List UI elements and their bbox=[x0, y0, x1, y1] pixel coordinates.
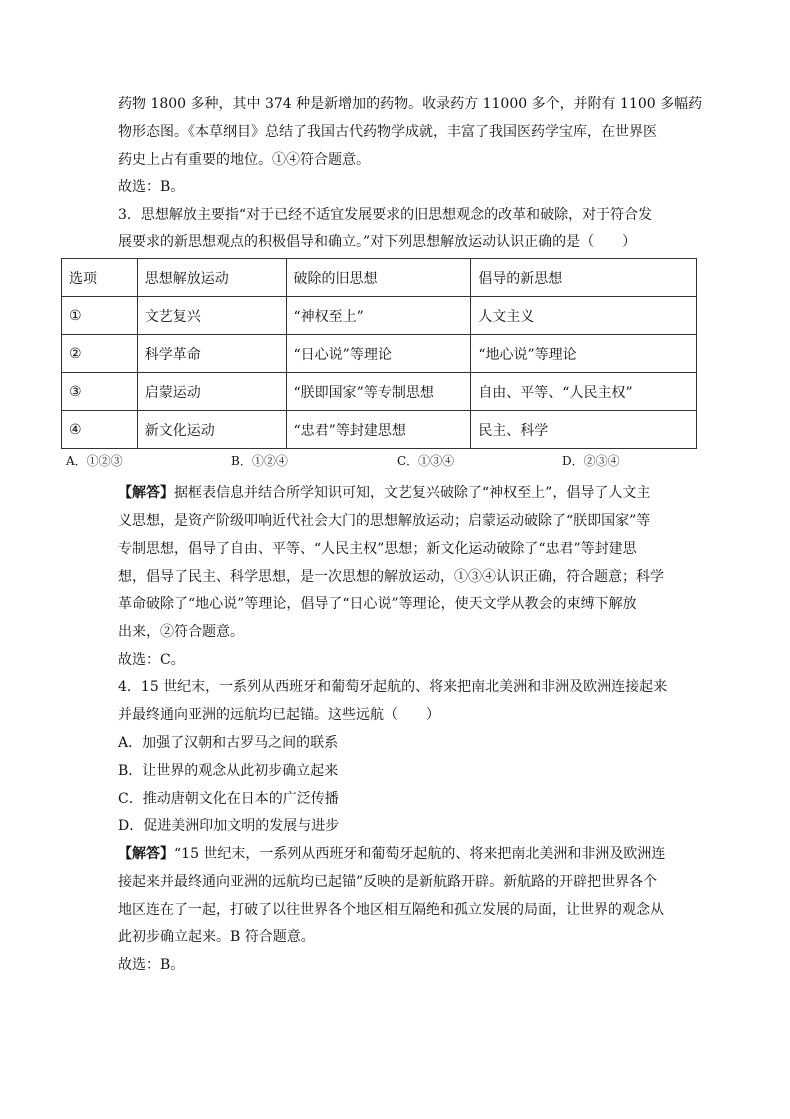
q2-explanation-line-1: 药物 1800 多种，其中 374 种是新增加的药物。收录药方 11000 多个，并附有 1100 多幅药 bbox=[118, 96, 703, 112]
q3-option-d: D．②③④ bbox=[562, 454, 620, 468]
table-cell: “神权至上” bbox=[286, 297, 471, 335]
answer-text: 据框表信息并结合所学知识可知，文艺复兴破除了“神权至上”，倡导了人文主 bbox=[174, 485, 651, 501]
table-header: 选项 bbox=[62, 259, 138, 297]
q3-table bbox=[61, 258, 697, 449]
q3-answer-line-6: 出来，②符合题意。 bbox=[118, 624, 244, 640]
q3-option-b: B．①②④ bbox=[231, 454, 288, 468]
answer-text: “15 世纪末，一系列从西班牙和葡萄牙起航的、将来把南北美洲和非洲及欧洲连 bbox=[174, 846, 666, 862]
table-cell: “地心说”等理论 bbox=[471, 335, 697, 373]
table-cell: ③ bbox=[62, 373, 138, 411]
table-cell: 科学革命 bbox=[137, 335, 286, 373]
table-header: 倡导的新思想 bbox=[471, 259, 697, 297]
q3-answer-line-3: 专制思想，倡导了自由、平等、“人民主权”思想；新文化运动破除了“忠君”等封建思 bbox=[118, 541, 637, 557]
table-header: 思想解放运动 bbox=[137, 259, 286, 297]
q4-option-c: C．推动唐朝文化在日本的广泛传播 bbox=[118, 791, 339, 807]
q3-stem-line-2: 展要求的新思想观点的积极倡导和确立。”对下列思想解放运动认识正确的是（ ） bbox=[118, 234, 637, 250]
table-row bbox=[62, 297, 697, 335]
table-cell: 人文主义 bbox=[471, 297, 697, 335]
table-cell: 文艺复兴 bbox=[137, 297, 286, 335]
q3-answer-line-1 bbox=[118, 483, 650, 503]
q3-answer-line-5: 革命破除了“地心说”等理论，倡导了“日心说”等理论，使天文学从教会的束缚下解放 bbox=[118, 596, 637, 612]
table-cell: 新文化运动 bbox=[137, 411, 286, 449]
table-row bbox=[62, 335, 697, 373]
answer-label: 【解答】 bbox=[118, 485, 174, 501]
q3-option-c: C．①③④ bbox=[397, 454, 455, 468]
q3-choice: 故选：C。 bbox=[118, 652, 185, 668]
q3-option-a: A．①②③ bbox=[66, 454, 123, 468]
q2-choice: 故选：B。 bbox=[118, 179, 185, 195]
table-header-row bbox=[62, 259, 697, 297]
table-row bbox=[62, 411, 697, 449]
q3-options bbox=[0, 452, 790, 472]
q4-option-b: B．让世界的观念从此初步确立起来 bbox=[118, 763, 339, 779]
table-cell: 自由、平等、“人民主权” bbox=[471, 373, 697, 411]
q4-option-a: A．加强了汉朝和古罗马之间的联系 bbox=[118, 735, 339, 751]
table-header: 破除的旧思想 bbox=[286, 259, 471, 297]
q4-stem-line-2: 并最终通向亚洲的远航均已起锚。这些远航（ ） bbox=[118, 707, 440, 723]
q4-choice: 故选：B。 bbox=[118, 957, 185, 973]
table-cell: “日心说”等理论 bbox=[286, 335, 471, 373]
q2-explanation-line-3: 药史上占有重要的地位。①④符合题意。 bbox=[118, 152, 370, 168]
q4-stem-line-1: 4．15 世纪末，一系列从西班牙和葡萄牙起航的、将来把南北美洲和非洲及欧洲连接起来 bbox=[118, 679, 668, 695]
q2-explanation-line-2: 物形态图。《本草纲目》总结了我国古代药物学成就，丰富了我国医药学宝库，在世界医 bbox=[118, 124, 657, 140]
q3-stem-line-1: 3．思想解放主要指“对于已经不适宜发展要求的旧思想观念的改革和破除，对于符合发 bbox=[118, 207, 653, 223]
q3-answer-line-2: 义思想，是资产阶级叩响近代社会大门的思想解放运动；启蒙运动破除了“朕即国家”等 bbox=[118, 513, 651, 529]
table-row bbox=[62, 373, 697, 411]
table-cell: “忠君”等封建思想 bbox=[286, 411, 471, 449]
table-cell: “朕即国家”等专制思想 bbox=[286, 373, 471, 411]
table-cell: 启蒙运动 bbox=[137, 373, 286, 411]
q3-answer-line-4: 想，倡导了民主、科学思想，是一次思想的解放运动，①③④认识正确，符合题意；科学 bbox=[118, 569, 664, 585]
q4-answer-line-3: 地区连在了一起，打破了以往世界各个地区相互隔绝和孤立发展的局面，让世界的观念从 bbox=[118, 902, 664, 918]
table-cell: ① bbox=[62, 297, 138, 335]
table-cell: ④ bbox=[62, 411, 138, 449]
q4-option-d: D．促进美洲印加文明的发展与进步 bbox=[118, 818, 340, 834]
table-cell: 民主、科学 bbox=[471, 411, 697, 449]
answer-label: 【解答】 bbox=[118, 846, 174, 862]
q4-answer-line-4: 此初步确立起来。B 符合题意。 bbox=[118, 929, 315, 945]
table-cell: ② bbox=[62, 335, 138, 373]
q4-answer-line-2: 接起来并最终通向亚洲的远航均已起锚”反映的是新航路开辟。新航路的开辟把世界各个 bbox=[118, 874, 658, 890]
q4-answer-line-1 bbox=[118, 844, 665, 864]
